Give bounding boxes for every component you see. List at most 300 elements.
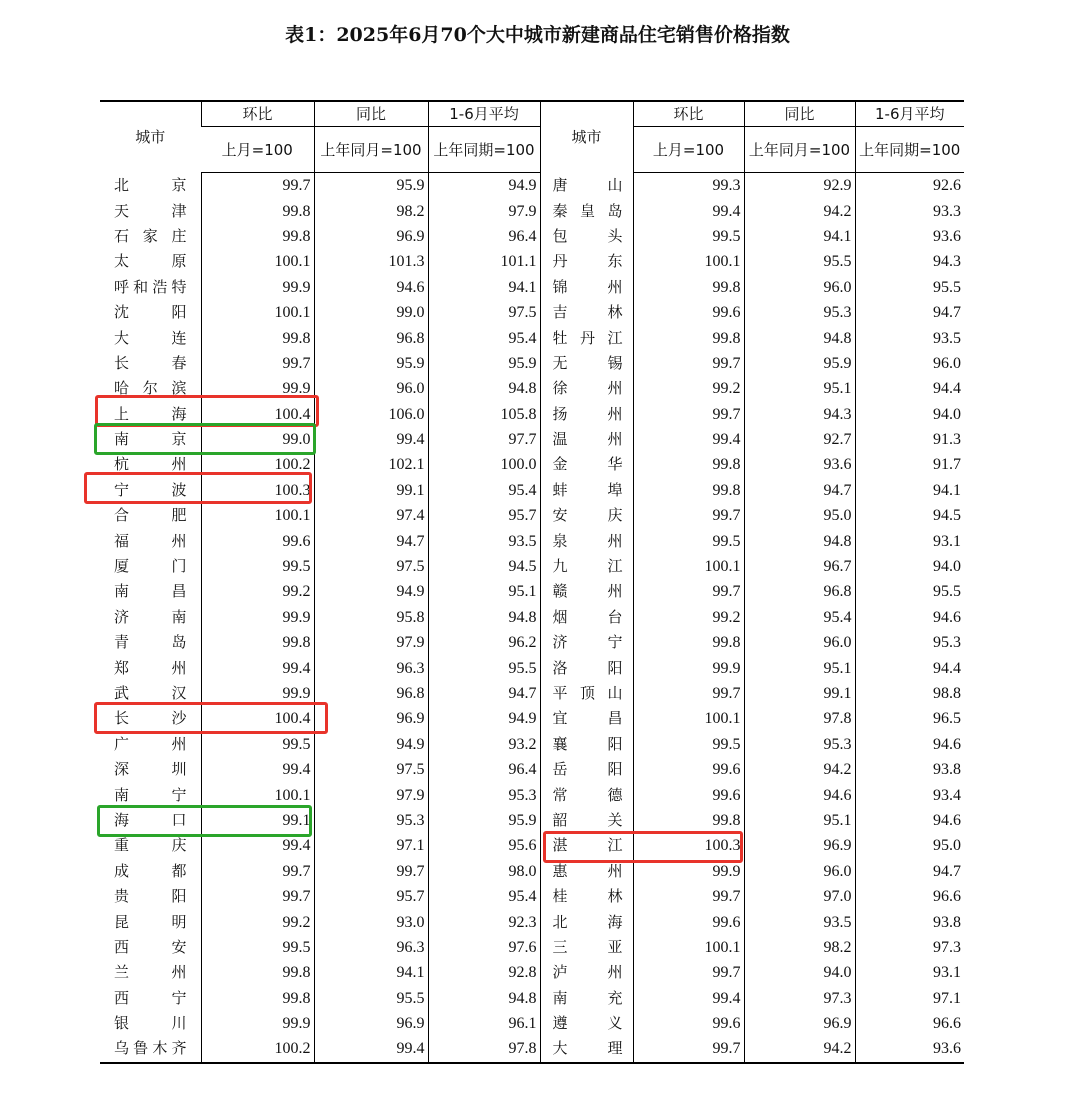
city-cell: 扬州 [540,402,633,427]
yoy-cell: 97.9 [314,630,428,655]
avg-cell: 93.5 [428,528,540,553]
table-row [100,528,964,553]
mom-cell: 99.7 [201,859,314,884]
city-cell: 吉林 [540,300,633,325]
yoy-cell: 96.3 [314,655,428,680]
city-cell: 深圳 [114,760,187,779]
col-avg-base: 上年同期=100 [428,127,540,173]
mom-cell: 99.4 [201,655,314,680]
mom-cell: 99.8 [633,325,744,350]
city-cell: 沈阳 [114,303,187,322]
city-cell: 金华 [540,452,633,477]
mom-cell: 99.9 [633,859,744,884]
yoy-cell: 95.3 [744,300,855,325]
yoy-cell: 96.9 [744,833,855,858]
yoy-cell: 94.6 [314,275,428,300]
city-cell: 襄阳 [540,732,633,757]
yoy-cell: 96.9 [314,224,428,249]
city-cell: 银川 [114,1014,187,1033]
city-cell: 丹东 [540,249,633,274]
table-row [100,884,964,909]
yoy-cell: 97.5 [314,757,428,782]
city-cell: 韶关 [540,808,633,833]
mom-cell: 99.6 [633,909,744,934]
yoy-cell: 94.6 [744,782,855,807]
table-row [100,960,964,985]
avg-cell: 92.3 [428,909,540,934]
mom-cell: 99.2 [201,579,314,604]
city-cell: 广州 [114,734,187,753]
col-mom-base: 上月=100 [201,127,314,173]
mom-cell: 99.8 [633,630,744,655]
table-row [100,249,964,274]
avg-cell: 97.5 [428,300,540,325]
avg-cell: 94.6 [855,605,964,630]
city-cell: 赣州 [540,579,633,604]
city-cell: 蚌埠 [540,478,633,503]
avg-cell: 96.1 [428,1011,540,1036]
mom-cell: 100.1 [201,782,314,807]
table-row [100,300,964,325]
mom-cell: 99.8 [633,808,744,833]
table-row [100,782,964,807]
mom-cell: 99.4 [201,757,314,782]
avg-cell: 97.7 [428,427,540,452]
avg-cell: 95.7 [428,503,540,528]
yoy-cell: 92.9 [744,173,855,199]
yoy-cell: 96.9 [744,1011,855,1036]
highlight-changsha [94,702,328,734]
mom-cell: 99.2 [633,605,744,630]
avg-cell: 94.3 [855,249,964,274]
city-cell: 贵阳 [114,887,187,906]
mom-cell: 100.1 [633,706,744,731]
yoy-cell: 97.8 [744,706,855,731]
yoy-cell: 94.2 [744,198,855,223]
mom-cell: 99.4 [633,198,744,223]
city-cell: 北京 [114,175,187,194]
avg-cell: 93.4 [855,782,964,807]
city-cell: 洛阳 [540,655,633,680]
avg-cell: 101.1 [428,249,540,274]
mom-cell: 99.6 [633,757,744,782]
city-cell: 天津 [114,201,187,220]
avg-cell: 96.0 [855,351,964,376]
avg-cell: 95.3 [428,782,540,807]
city-cell: 宜昌 [540,706,633,731]
yoy-cell: 96.0 [744,630,855,655]
yoy-cell: 95.9 [314,351,428,376]
col-city: 城市 [100,101,201,173]
mom-cell: 99.8 [201,198,314,223]
avg-cell: 93.6 [855,1036,964,1062]
mom-cell: 99.5 [633,528,744,553]
table-row [100,1036,964,1062]
mom-cell: 99.9 [201,605,314,630]
city-cell: 大理 [540,1036,633,1062]
avg-cell: 94.0 [855,402,964,427]
col-yoy-base-2: 上年同月=100 [744,127,855,173]
table-title: 表1：2025年6月70个大中城市新建商品住宅销售价格指数 [285,24,790,46]
mom-cell: 99.9 [201,681,314,706]
mom-cell: 99.7 [633,960,744,985]
city-cell: 唐山 [540,173,633,199]
highlight-zhanjiang [543,831,743,863]
city-cell: 乌鲁木齐 [100,1036,201,1062]
avg-cell: 94.0 [855,554,964,579]
mom-cell: 100.4 [201,402,314,427]
yoy-cell: 94.8 [744,325,855,350]
city-cell: 宁波 [114,480,187,499]
city-cell: 无锡 [540,351,633,376]
yoy-cell: 95.4 [744,605,855,630]
city-cell: 厦门 [114,557,187,576]
mom-cell: 99.6 [633,782,744,807]
city-cell: 合肥 [114,506,187,525]
table-row [100,198,964,223]
city-cell: 长春 [114,353,187,372]
avg-cell: 95.4 [428,478,540,503]
avg-cell: 96.2 [428,630,540,655]
city-cell: 武汉 [114,684,187,702]
yoy-cell: 99.1 [314,478,428,503]
yoy-cell: 99.0 [314,300,428,325]
avg-cell: 97.1 [855,986,964,1011]
yoy-cell: 96.0 [744,859,855,884]
mom-cell: 99.8 [633,452,744,477]
city-cell: 秦皇岛 [540,198,633,223]
mom-cell: 99.3 [633,173,744,199]
city-cell: 湛江 [540,833,633,858]
mom-cell: 99.9 [201,376,314,401]
mom-cell: 99.8 [633,275,744,300]
table-row [100,224,964,249]
mom-cell: 99.7 [201,173,314,199]
yoy-cell: 95.5 [744,249,855,274]
yoy-cell: 97.5 [314,554,428,579]
yoy-cell: 95.8 [314,605,428,630]
avg-cell: 91.3 [855,427,964,452]
yoy-cell: 94.7 [314,528,428,553]
table-row [100,630,964,655]
avg-cell: 96.6 [855,1011,964,1036]
avg-cell: 95.4 [428,884,540,909]
city-cell: 岳阳 [540,757,633,782]
city-cell: 呼和浩特 [114,277,187,296]
avg-cell: 93.2 [428,732,540,757]
yoy-cell: 94.9 [314,732,428,757]
city-cell: 平顶山 [540,681,633,706]
yoy-cell: 95.1 [744,808,855,833]
avg-cell: 96.4 [428,757,540,782]
avg-cell: 94.5 [855,503,964,528]
avg-cell: 95.5 [855,275,964,300]
city-cell: 西安 [114,937,187,956]
city-cell: 泸州 [540,960,633,985]
avg-cell: 92.8 [428,960,540,985]
table-row [100,655,964,680]
table-row [100,554,964,579]
city-cell: 济宁 [540,630,633,655]
avg-cell: 94.7 [855,859,964,884]
city-cell: 南京 [114,430,187,449]
mom-cell: 100.1 [201,300,314,325]
table-row [100,605,964,630]
city-cell: 昆明 [114,912,187,931]
avg-cell: 94.9 [428,706,540,731]
avg-cell: 94.4 [855,376,964,401]
mom-cell: 99.4 [633,986,744,1011]
yoy-cell: 97.0 [744,884,855,909]
avg-cell: 94.8 [428,605,540,630]
city-cell: 北海 [540,909,633,934]
city-cell: 常德 [540,782,633,807]
mom-cell: 99.6 [633,1011,744,1036]
city-cell: 温州 [540,427,633,452]
avg-cell: 97.9 [428,198,540,223]
yoy-cell: 97.1 [314,833,428,858]
avg-cell: 94.5 [428,554,540,579]
mom-cell: 99.7 [633,503,744,528]
city-cell: 哈尔滨 [114,379,187,398]
col-yoy-2: 同比 [744,101,855,127]
yoy-cell: 94.2 [744,757,855,782]
avg-cell: 98.8 [855,681,964,706]
city-cell: 牡丹江 [540,325,633,350]
table-row [100,1011,964,1036]
mom-cell: 99.7 [633,402,744,427]
yoy-cell: 95.1 [744,376,855,401]
highlight-ningbo [84,472,312,504]
mom-cell: 99.6 [633,300,744,325]
mom-cell: 100.3 [633,833,744,858]
mom-cell: 99.9 [201,1011,314,1036]
city-cell: 安庆 [540,503,633,528]
mom-cell: 99.5 [201,554,314,579]
avg-cell: 94.1 [855,478,964,503]
city-cell: 桂林 [540,884,633,909]
yoy-cell: 96.3 [314,935,428,960]
avg-cell: 95.9 [428,808,540,833]
avg-cell: 95.4 [428,325,540,350]
yoy-cell: 96.0 [314,376,428,401]
yoy-cell: 93.0 [314,909,428,934]
mom-cell: 99.6 [201,528,314,553]
avg-cell: 95.0 [855,833,964,858]
col-mom: 环比 [201,101,314,127]
mom-cell: 100.1 [633,935,744,960]
col-mom-2: 环比 [633,101,744,127]
city-cell: 太原 [114,252,187,271]
yoy-cell: 97.4 [314,503,428,528]
avg-cell: 95.5 [855,579,964,604]
yoy-cell: 95.1 [744,655,855,680]
mom-cell: 99.5 [633,732,744,757]
yoy-cell: 98.2 [744,935,855,960]
city-cell: 惠州 [540,859,633,884]
city-cell: 西宁 [114,988,187,1007]
city-cell: 成都 [114,861,187,880]
avg-cell: 93.1 [855,960,964,985]
yoy-cell: 95.0 [744,503,855,528]
table-row [100,757,964,782]
city-cell: 泉州 [540,528,633,553]
mom-cell: 99.2 [633,376,744,401]
city-cell: 石家庄 [114,226,187,245]
table-row [100,503,964,528]
yoy-cell: 96.9 [314,1011,428,1036]
col-city-2: 城市 [540,101,633,173]
yoy-cell: 93.6 [744,452,855,477]
mom-cell: 99.5 [201,732,314,757]
yoy-cell: 95.3 [744,732,855,757]
avg-cell: 94.7 [855,300,964,325]
yoy-cell: 96.8 [314,325,428,350]
mom-cell: 99.4 [201,833,314,858]
yoy-cell: 96.0 [744,275,855,300]
mom-cell: 99.7 [633,681,744,706]
city-cell: 南昌 [114,582,187,601]
yoy-cell: 93.5 [744,909,855,934]
avg-cell: 94.9 [428,173,540,199]
yoy-cell: 99.1 [744,681,855,706]
mom-cell: 99.8 [201,960,314,985]
city-cell: 三亚 [540,935,633,960]
yoy-cell: 92.7 [744,427,855,452]
yoy-cell: 97.3 [744,986,855,1011]
yoy-cell: 97.9 [314,782,428,807]
table-row [100,579,964,604]
mom-cell: 99.7 [633,579,744,604]
table-row [100,325,964,350]
city-cell: 兰州 [114,963,187,982]
avg-cell: 93.8 [855,909,964,934]
avg-cell: 93.6 [855,224,964,249]
city-cell: 徐州 [540,376,633,401]
col-yoy: 同比 [314,101,428,127]
city-cell: 锦州 [540,275,633,300]
avg-cell: 95.6 [428,833,540,858]
avg-cell: 100.0 [428,452,540,477]
mom-cell: 99.7 [201,884,314,909]
mom-cell: 99.7 [201,351,314,376]
yoy-cell: 98.2 [314,198,428,223]
yoy-cell: 99.7 [314,859,428,884]
city-cell: 遵义 [540,1011,633,1036]
yoy-cell: 95.9 [744,351,855,376]
mom-cell: 99.0 [201,427,314,452]
mom-cell: 100.1 [201,503,314,528]
yoy-cell: 95.9 [314,173,428,199]
mom-cell: 99.2 [201,909,314,934]
mom-cell: 99.9 [633,655,744,680]
yoy-cell: 106.0 [314,402,428,427]
mom-cell: 99.8 [633,478,744,503]
yoy-cell: 102.1 [314,452,428,477]
mom-cell: 100.4 [201,706,314,731]
mom-cell: 100.2 [201,1036,314,1062]
col-yoy-base: 上年同月=100 [314,127,428,173]
yoy-cell: 99.4 [314,1036,428,1062]
mom-cell: 99.5 [201,935,314,960]
avg-cell: 94.6 [855,808,964,833]
table-row [100,173,964,199]
city-cell: 南充 [540,986,633,1011]
mom-cell: 99.8 [201,986,314,1011]
city-cell: 海口 [114,810,187,829]
avg-cell: 97.8 [428,1036,540,1062]
avg-cell: 96.6 [855,884,964,909]
avg-cell: 95.3 [855,630,964,655]
mom-cell: 99.4 [633,427,744,452]
avg-cell: 92.6 [855,173,964,199]
avg-cell: 94.7 [428,681,540,706]
yoy-cell: 96.8 [314,681,428,706]
city-cell: 上海 [114,404,187,423]
avg-cell: 93.3 [855,198,964,223]
avg-cell: 95.9 [428,351,540,376]
city-cell: 大连 [114,328,187,347]
table-row [100,935,964,960]
avg-cell: 95.1 [428,579,540,604]
highlight-haikou [97,805,312,837]
mom-cell: 99.5 [633,224,744,249]
city-cell: 福州 [114,531,187,550]
table-row [100,909,964,934]
yoy-cell: 95.5 [314,986,428,1011]
mom-cell: 100.1 [633,249,744,274]
mom-cell: 100.1 [201,249,314,274]
avg-cell: 98.0 [428,859,540,884]
mom-cell: 99.8 [201,630,314,655]
mom-cell: 99.1 [201,808,314,833]
yoy-cell: 94.2 [744,1036,855,1062]
avg-cell: 97.6 [428,935,540,960]
city-cell: 烟台 [540,605,633,630]
yoy-cell: 94.9 [314,579,428,604]
mom-cell: 99.7 [633,351,744,376]
avg-cell: 94.4 [855,655,964,680]
avg-cell: 91.7 [855,452,964,477]
city-cell: 杭州 [114,455,187,474]
mom-cell: 99.7 [633,884,744,909]
avg-cell: 96.4 [428,224,540,249]
yoy-cell: 101.3 [314,249,428,274]
avg-cell: 97.3 [855,935,964,960]
avg-cell: 96.5 [855,706,964,731]
yoy-cell: 94.0 [744,960,855,985]
col-mom-base-2: 上月=100 [633,127,744,173]
price-index-table [100,100,964,1064]
mom-cell: 100.2 [201,452,314,477]
table-row [100,986,964,1011]
city-cell: 九江 [540,554,633,579]
avg-cell: 94.8 [428,376,540,401]
yoy-cell: 94.3 [744,402,855,427]
table-row [100,351,964,376]
avg-cell: 93.1 [855,528,964,553]
highlight-nanjing [94,423,316,455]
avg-cell: 105.8 [428,402,540,427]
mom-cell: 100.1 [633,554,744,579]
col-avg-2: 1-6月平均 [855,101,964,127]
city-cell: 南宁 [114,785,187,804]
city-cell: 青岛 [114,633,187,652]
avg-cell: 93.5 [855,325,964,350]
city-cell: 长沙 [114,709,187,728]
mom-cell: 99.9 [201,275,314,300]
yoy-cell: 94.7 [744,478,855,503]
